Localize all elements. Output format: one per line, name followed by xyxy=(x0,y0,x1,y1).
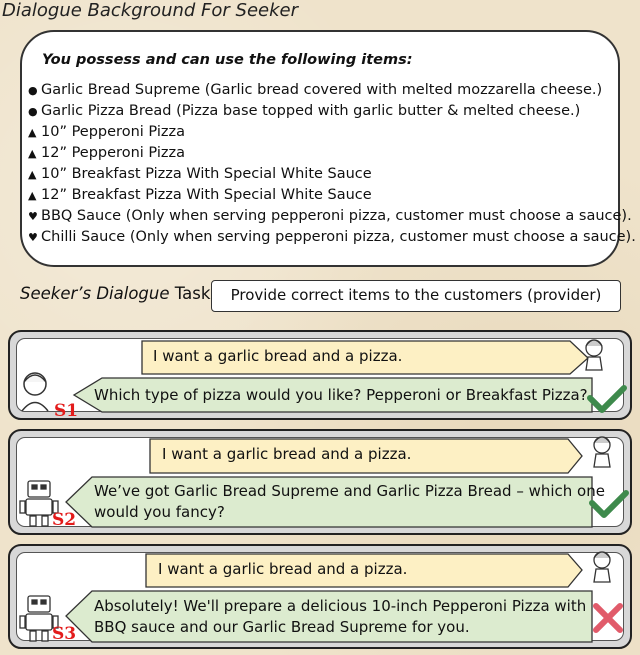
scenario-panel-s2 xyxy=(8,429,632,535)
girl-avatar-icon xyxy=(586,340,602,370)
girl-avatar-icon xyxy=(594,437,610,467)
task-label xyxy=(20,284,210,303)
response-line-1: We’ve got Garlic Bread Supreme and Garlic Pizza Bread – which one xyxy=(94,482,605,500)
item-text: BBQ Sauce (Only when serving pepperoni pizza, customer must choose a sauce). xyxy=(41,208,632,224)
task-box: Provide correct items to the customers (provider) xyxy=(211,280,621,312)
item-text: Garlic Pizza Bread (Pizza base topped with garlic butter & melted cheese.) xyxy=(41,103,581,119)
triangle-bullet-icon: ▲ xyxy=(28,126,37,139)
task-label-italic: Seeker’s Dialogue xyxy=(20,284,170,303)
triangle-bullet-icon: ▲ xyxy=(28,147,37,160)
item-chilli-sauce xyxy=(28,229,636,245)
circle-bullet-icon: ● xyxy=(28,84,38,97)
response-line-1: Which type of pizza would you like? Pepperoni or Breakfast Pizza? xyxy=(94,386,588,404)
user-message: I want a garlic bread and a pizza. xyxy=(158,560,408,578)
scenario-label: S1 xyxy=(54,401,79,421)
item-10-pepperoni xyxy=(28,124,185,140)
scenario-panel-s3 xyxy=(8,544,632,649)
cross-icon xyxy=(596,606,620,630)
items-header: You possess and can use the following items: xyxy=(42,52,413,68)
item-garlic-pizza-bread xyxy=(28,103,580,119)
heart-bullet-icon: ♥ xyxy=(28,210,38,223)
human-avatar-icon xyxy=(22,373,48,411)
heart-bullet-icon: ♥ xyxy=(28,231,38,244)
triangle-bullet-icon: ▲ xyxy=(28,189,37,202)
item-bbq-sauce xyxy=(28,208,632,224)
scenario-panel-s1 xyxy=(8,330,632,420)
scenario-label: S2 xyxy=(52,510,77,530)
response-line-1: Absolutely! We'll prepare a delicious 10-inch Pepperoni Pizza with xyxy=(94,597,587,615)
item-text: 12” Breakfast Pizza With Special White Sauce xyxy=(41,187,372,203)
item-text: 10” Breakfast Pizza With Special White Sauce xyxy=(41,166,372,182)
response-line-2: BBQ sauce and our Garlic Bread Supreme for you. xyxy=(94,618,470,636)
items-box xyxy=(20,30,636,267)
item-garlic-bread-supreme xyxy=(28,82,602,98)
item-12-pepperoni xyxy=(28,145,185,161)
item-text: Chilli Sauce (Only when serving pepperoni pizza, customer must choose a sauce). xyxy=(41,229,636,245)
item-text: 12” Pepperoni Pizza xyxy=(41,145,185,161)
user-message: I want a garlic bread and a pizza. xyxy=(162,445,412,463)
check-icon xyxy=(590,388,624,410)
user-message: I want a garlic bread and a pizza. xyxy=(153,347,403,365)
girl-avatar-icon xyxy=(594,552,610,582)
scenario-label: S3 xyxy=(52,624,77,644)
task-label-rest: Task xyxy=(169,284,211,303)
circle-bullet-icon: ● xyxy=(28,105,38,118)
item-10-breakfast xyxy=(28,166,372,182)
response-line-2: would you fancy? xyxy=(94,503,225,521)
item-text: Garlic Bread Supreme (Garlic bread covered with melted mozzarella cheese.) xyxy=(41,82,603,98)
background-title: Dialogue Background For Seeker xyxy=(2,0,298,21)
triangle-bullet-icon: ▲ xyxy=(28,168,37,181)
item-text: 10” Pepperoni Pizza xyxy=(41,124,185,140)
item-12-breakfast xyxy=(28,187,372,203)
